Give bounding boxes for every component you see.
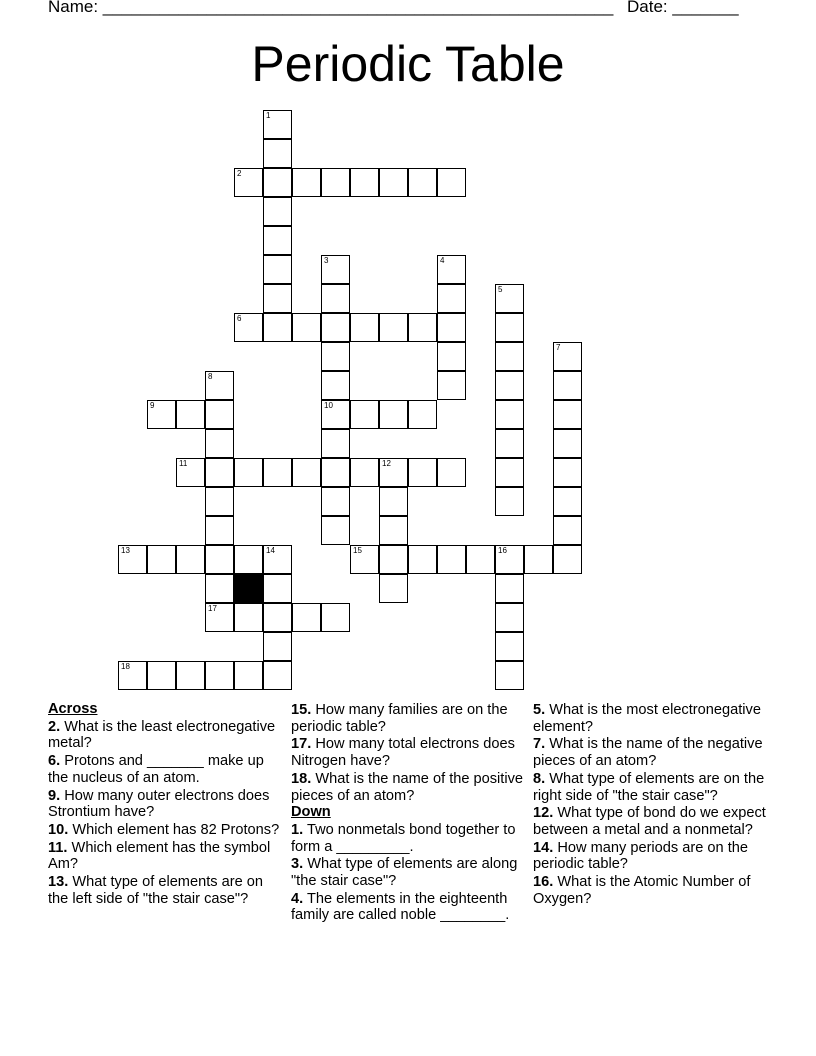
grid-cell[interactable] — [234, 603, 263, 632]
grid-cell[interactable] — [437, 371, 466, 400]
grid-cell[interactable] — [263, 197, 292, 226]
clue-item — [291, 856, 523, 889]
clue-item — [48, 822, 280, 839]
grid-cell[interactable] — [263, 545, 292, 574]
clue-number: 18 — [121, 662, 130, 671]
clue-number: 7 — [556, 343, 561, 352]
grid-cell[interactable] — [350, 400, 379, 429]
grid-cell[interactable] — [263, 313, 292, 342]
clue-item — [533, 702, 773, 735]
grid-cell[interactable] — [147, 545, 176, 574]
grid-cell[interactable] — [263, 632, 292, 661]
grid-cell[interactable] — [437, 313, 466, 342]
grid-cell[interactable] — [408, 168, 437, 197]
grid-cell[interactable] — [553, 487, 582, 516]
name-field[interactable]: Name: ______________________________________________________ — [48, 0, 614, 16]
grid-cell[interactable] — [292, 168, 321, 197]
grid-cell[interactable] — [321, 284, 350, 313]
grid-cell[interactable] — [321, 371, 350, 400]
clue-text: How many periods are on the periodic table? — [533, 839, 748, 873]
clues-column-3 — [533, 701, 773, 907]
grid-cell[interactable] — [263, 168, 292, 197]
clue-number: 8 — [208, 372, 213, 381]
grid-cell[interactable] — [321, 342, 350, 371]
grid-cell[interactable] — [234, 661, 263, 690]
clue-text: What is the most electronegative element? — [533, 702, 761, 735]
clue-item — [291, 702, 523, 735]
clue-item — [291, 822, 523, 855]
grid-cell[interactable] — [379, 516, 408, 545]
clue-number: 15 — [353, 546, 362, 555]
clue-number-label: 7. — [533, 736, 546, 753]
clue-number-label: 8. — [533, 770, 546, 787]
clue-number: 9 — [150, 401, 155, 410]
clue-text: Which element has the symbol Am? — [48, 839, 271, 873]
grid-cell[interactable] — [495, 371, 524, 400]
grid-cell[interactable] — [263, 226, 292, 255]
grid-cell[interactable] — [118, 661, 147, 690]
grid-cell[interactable] — [321, 313, 350, 342]
page-title: Periodic Table — [251, 36, 565, 92]
clue-number-label: 3. — [291, 856, 304, 873]
clue-item — [48, 753, 280, 786]
grid-cell[interactable] — [234, 458, 263, 487]
grid-cell[interactable] — [553, 458, 582, 487]
grid-cell[interactable] — [263, 255, 292, 284]
grid-cell[interactable] — [147, 400, 176, 429]
clue-number: 14 — [266, 546, 275, 555]
clue-number-label: 2. — [48, 718, 61, 735]
grid-cell[interactable] — [263, 284, 292, 313]
grid-cell[interactable] — [437, 284, 466, 313]
grid-cell[interactable] — [495, 545, 524, 574]
grid-cell[interactable] — [263, 603, 292, 632]
grid-cell[interactable] — [553, 371, 582, 400]
clue-number-label: 14. — [533, 839, 554, 856]
clue-text: What type of elements are on the right side of "the stair case"? — [533, 770, 765, 804]
grid-cell[interactable] — [437, 168, 466, 197]
clue-number: 1 — [266, 111, 271, 120]
clue-number: 13 — [121, 546, 130, 555]
grid-cell[interactable] — [495, 661, 524, 690]
grid-cell[interactable] — [321, 516, 350, 545]
grid-cell[interactable] — [437, 545, 466, 574]
grid-cell[interactable] — [379, 545, 408, 574]
clue-number-label: 10. — [48, 821, 69, 838]
date-field[interactable]: Date: _______ — [627, 0, 739, 16]
clue-number: 17 — [208, 604, 217, 613]
clue-number-label: 9. — [48, 787, 61, 804]
grid-cell[interactable] — [408, 313, 437, 342]
grid-cell[interactable] — [495, 284, 524, 313]
clue-text: What type of elements are on the left side of "the stair case"? — [48, 874, 263, 907]
section-heading: Across — [48, 701, 98, 717]
grid-cell[interactable] — [321, 168, 350, 197]
clue-item — [533, 874, 773, 907]
grid-cell[interactable] — [292, 458, 321, 487]
clue-item — [48, 874, 280, 907]
grid-cell[interactable] — [205, 545, 234, 574]
grid-cell[interactable] — [234, 168, 263, 197]
grid-cell[interactable] — [379, 458, 408, 487]
grid-cell[interactable] — [118, 545, 147, 574]
grid-cell[interactable] — [495, 429, 524, 458]
grid-cell[interactable] — [234, 313, 263, 342]
clue-item — [48, 788, 280, 821]
grid-cell[interactable] — [495, 342, 524, 371]
grid-cell[interactable] — [553, 516, 582, 545]
clue-number-label: 1. — [291, 821, 304, 838]
clues-column-2 — [291, 701, 523, 924]
clue-item — [291, 736, 523, 769]
grid-cell[interactable] — [524, 545, 553, 574]
grid-cell[interactable] — [205, 400, 234, 429]
grid-cell[interactable] — [553, 342, 582, 371]
clue-item — [533, 805, 773, 838]
clue-text: Which element has 82 Protons? — [68, 821, 280, 838]
grid-cell[interactable] — [495, 603, 524, 632]
grid-cell[interactable] — [205, 429, 234, 458]
clues-column-1 — [48, 701, 280, 907]
clue-item — [533, 771, 773, 804]
clue-number: 3 — [324, 256, 329, 265]
grid-cell[interactable] — [205, 458, 234, 487]
grid-cell[interactable] — [350, 168, 379, 197]
clue-text: The elements in the eighteenth family are called noble ________. — [291, 890, 510, 924]
grid-cell[interactable] — [379, 400, 408, 429]
clue-number-label: 13. — [48, 874, 69, 891]
grid-cell[interactable] — [176, 661, 205, 690]
grid-cell[interactable] — [379, 168, 408, 197]
section-heading: Down — [291, 804, 331, 821]
clue-item — [533, 736, 773, 769]
grid-cell[interactable] — [553, 400, 582, 429]
clue-item — [291, 891, 523, 924]
grid-cell[interactable] — [176, 458, 205, 487]
grid-cell[interactable] — [495, 632, 524, 661]
grid-cell[interactable] — [495, 400, 524, 429]
grid-cell[interactable] — [437, 342, 466, 371]
grid-cell[interactable] — [205, 574, 234, 603]
grid-cell[interactable] — [495, 313, 524, 342]
grid-cell[interactable] — [408, 545, 437, 574]
grid-cell[interactable] — [350, 313, 379, 342]
clue-number: 4 — [440, 256, 445, 265]
clue-number-label: 6. — [48, 753, 61, 770]
grid-cell[interactable] — [437, 255, 466, 284]
grid-cell[interactable] — [321, 458, 350, 487]
grid-cell[interactable] — [408, 400, 437, 429]
clue-number: 16 — [498, 546, 507, 555]
grid-cell[interactable] — [292, 603, 321, 632]
clue-item — [291, 771, 523, 804]
grid-cell[interactable] — [321, 487, 350, 516]
clue-number-label: 4. — [291, 890, 304, 907]
grid-cell[interactable] — [263, 574, 292, 603]
clue-text: What is the name of the positive pieces of an atom? — [291, 770, 524, 804]
clue-number-label: 17. — [291, 736, 312, 753]
clue-text: How many families are on the periodic table? — [291, 702, 508, 735]
grid-cell[interactable] — [176, 400, 205, 429]
clue-number: 6 — [237, 314, 242, 323]
clue-text: What is the least electronegative metal? — [48, 718, 276, 752]
clue-text: How many outer electrons does Strontium have? — [48, 787, 270, 821]
clue-number: 10 — [324, 401, 333, 410]
clue-number: 2 — [237, 169, 242, 178]
grid-cell[interactable] — [234, 545, 263, 574]
grid-cell[interactable] — [263, 661, 292, 690]
grid-cell[interactable] — [350, 458, 379, 487]
grid-cell[interactable] — [553, 545, 582, 574]
grid-cell[interactable] — [321, 603, 350, 632]
clue-text: What is the Atomic Number of Oxygen? — [533, 874, 751, 907]
grid-cell[interactable] — [437, 458, 466, 487]
clue-number-label: 18. — [291, 770, 312, 787]
grid-cell[interactable] — [205, 487, 234, 516]
grid-cell[interactable] — [379, 574, 408, 603]
clue-text: What is the name of the negative pieces of an atom? — [533, 736, 763, 770]
grid-cell[interactable] — [292, 313, 321, 342]
grid-cell[interactable] — [205, 603, 234, 632]
grid-cell[interactable] — [263, 110, 292, 139]
grid-cell[interactable] — [379, 487, 408, 516]
grid-black-cell — [234, 574, 263, 603]
grid-cell[interactable] — [205, 661, 234, 690]
grid-cell[interactable] — [495, 574, 524, 603]
clue-text: Protons and _______ make up the nucleus of an atom. — [48, 753, 264, 786]
clue-number-label: 16. — [533, 874, 554, 891]
clue-text: What type of elements are along "the stair case"? — [291, 856, 518, 890]
clue-item — [533, 840, 773, 873]
clue-number: 5 — [498, 285, 503, 294]
grid-cell[interactable] — [147, 661, 176, 690]
grid-cell[interactable] — [263, 139, 292, 168]
clue-text: Two nonmetals bond together to form a _________. — [291, 821, 516, 855]
grid-cell[interactable] — [495, 458, 524, 487]
clue-item — [48, 840, 280, 873]
grid-cell[interactable] — [263, 458, 292, 487]
clue-number-label: 5. — [533, 702, 546, 718]
clue-number: 11 — [179, 459, 188, 468]
grid-cell[interactable] — [205, 371, 234, 400]
grid-cell[interactable] — [321, 429, 350, 458]
grid-cell[interactable] — [553, 429, 582, 458]
grid-cell[interactable] — [495, 487, 524, 516]
clue-item — [48, 719, 280, 752]
grid-cell[interactable] — [321, 255, 350, 284]
grid-cell[interactable] — [176, 545, 205, 574]
grid-cell[interactable] — [466, 545, 495, 574]
grid-cell[interactable] — [205, 516, 234, 545]
grid-cell[interactable] — [379, 313, 408, 342]
clue-number-label: 12. — [533, 805, 554, 822]
grid-cell[interactable] — [321, 400, 350, 429]
clue-number-label: 15. — [291, 702, 312, 718]
grid-cell[interactable] — [408, 458, 437, 487]
clue-text: How many total electrons does Nitrogen have? — [291, 736, 515, 770]
clue-text: What type of bond do we expect between a metal and a nonmetal? — [533, 805, 766, 838]
clue-number: 12 — [382, 459, 391, 468]
grid-cell[interactable] — [350, 545, 379, 574]
clue-number-label: 11. — [48, 839, 68, 856]
